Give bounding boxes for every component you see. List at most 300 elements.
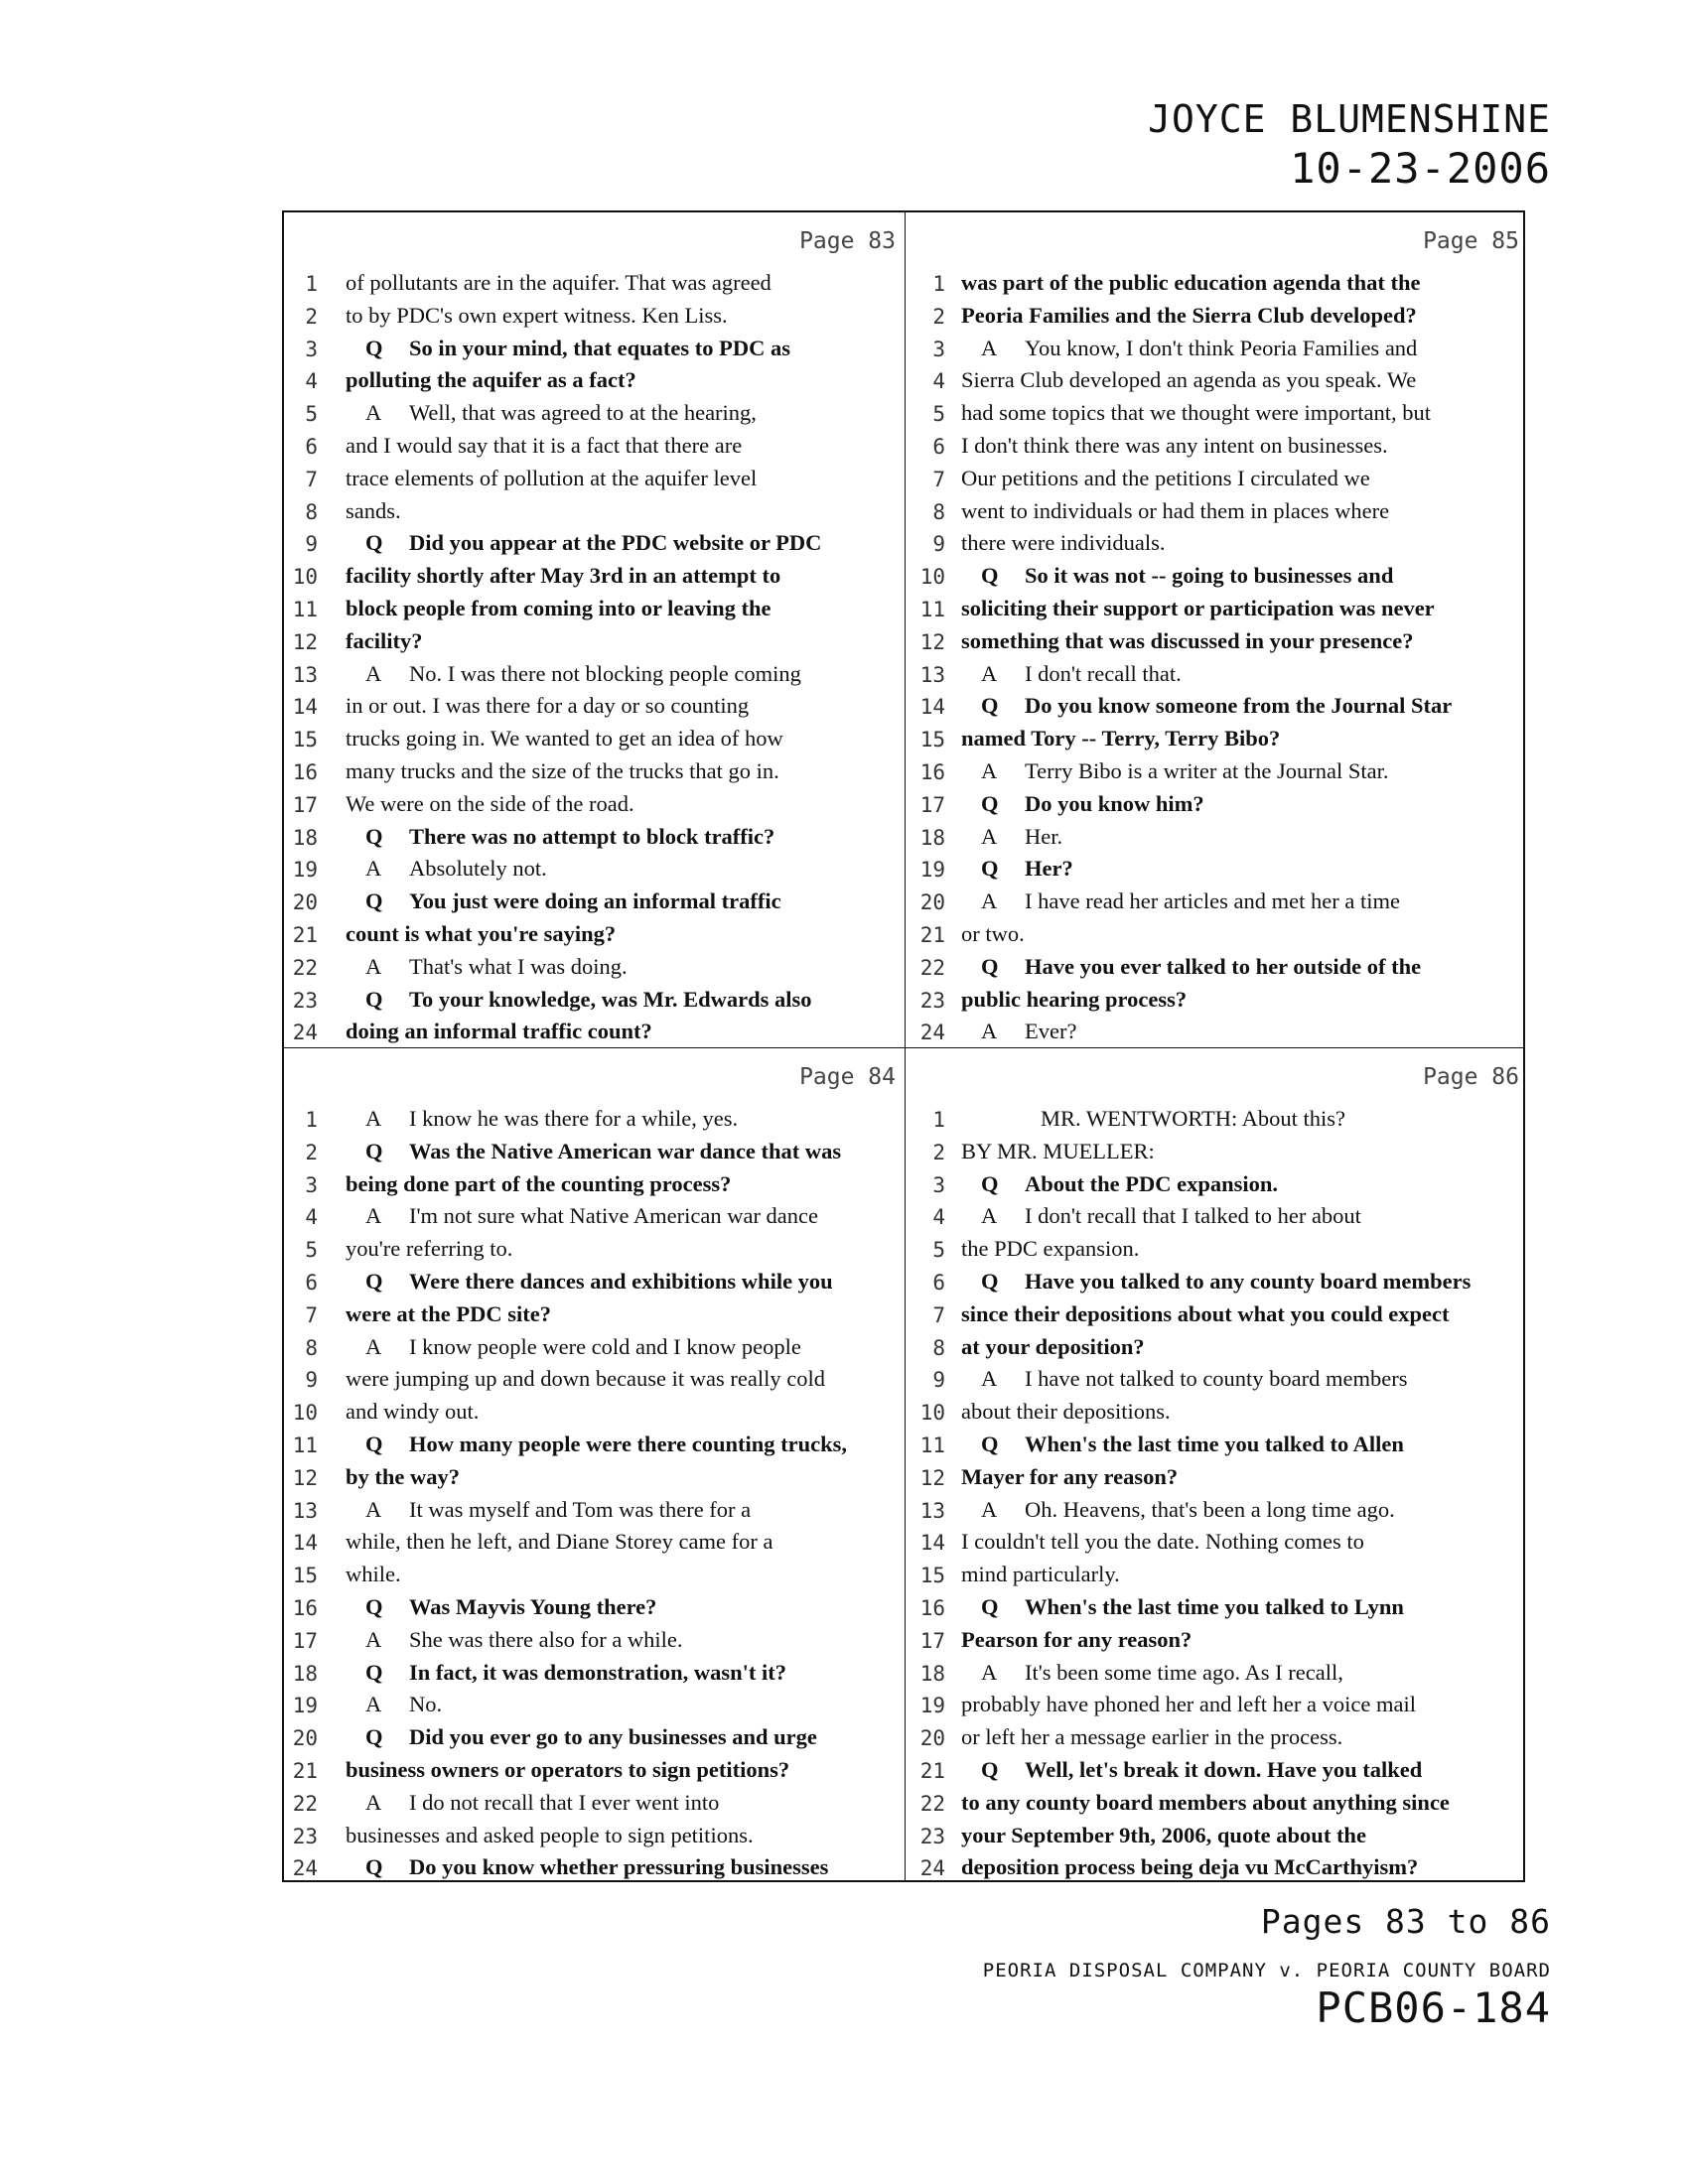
transcript-line <box>906 1462 1525 1495</box>
line-text <box>961 921 1025 947</box>
transcript-line <box>284 985 904 1018</box>
question-marker: Q <box>365 1854 383 1880</box>
line-number: 17 <box>292 1628 318 1653</box>
line-number: 24 <box>292 1021 318 1045</box>
transcript-line <box>284 822 904 855</box>
line-text <box>346 954 628 980</box>
line-content: Terry Bibo is a writer at the Journal Star. <box>1025 758 1389 783</box>
answer-marker: A <box>365 400 382 426</box>
line-number: 23 <box>292 988 318 1013</box>
transcript-line <box>906 561 1525 594</box>
transcript-line <box>906 528 1525 561</box>
line-content: or two. <box>961 921 1025 946</box>
line-content: Have you talked to any county board members <box>1025 1269 1472 1294</box>
transcript-line <box>906 691 1525 724</box>
line-content: Did you appear at the PDC website or PDC <box>409 530 822 556</box>
transcript-line <box>284 268 904 301</box>
line-number: 19 <box>292 1694 318 1718</box>
line-text <box>961 1432 1404 1457</box>
transcript-line <box>906 1852 1525 1885</box>
line-text <box>961 824 1062 850</box>
transcript-line <box>284 1430 904 1462</box>
line-text <box>961 1724 1342 1750</box>
line-number: 2 <box>932 1140 945 1164</box>
line-number: 19 <box>292 858 318 883</box>
line-number: 11 <box>919 598 945 621</box>
page-label: Page 83 <box>799 228 896 254</box>
transcript-line <box>906 1104 1525 1137</box>
question-marker: Q <box>365 1138 383 1163</box>
line-number: 9 <box>305 1368 318 1393</box>
line-number: 12 <box>919 629 945 654</box>
line-number: 11 <box>292 1433 318 1457</box>
pages-range: Pages 83 to 86 <box>1260 1902 1551 1941</box>
transcript-line <box>906 1495 1525 1528</box>
line-text <box>961 563 1393 589</box>
transcript-line <box>284 1169 904 1202</box>
line-text <box>961 954 1421 980</box>
line-content: were jumping up and down because it was really cold <box>346 1366 825 1392</box>
line-text <box>961 628 1413 654</box>
line-number: 18 <box>292 825 318 850</box>
line-content: by the way? <box>346 1463 461 1489</box>
line-text <box>961 1854 1418 1880</box>
line-content: Peoria Families and the Sierra Club developed? <box>961 302 1417 328</box>
line-number: 7 <box>305 467 318 491</box>
line-text <box>961 466 1370 491</box>
line-text <box>346 661 801 687</box>
line-content: Her. <box>1025 823 1063 849</box>
line-number: 9 <box>932 532 945 557</box>
line-content: many trucks and the size of the trucks that go in. <box>346 758 779 783</box>
answer-marker: A <box>365 660 382 686</box>
question-marker: Q <box>981 790 999 816</box>
transcript-line <box>906 1625 1525 1658</box>
line-number: 20 <box>919 890 945 915</box>
transcript-line <box>284 626 904 659</box>
transcript-line <box>284 365 904 398</box>
answer-marker: A <box>981 1203 998 1229</box>
line-text <box>961 1139 1155 1164</box>
line-text <box>346 693 749 719</box>
transcript-page-85 <box>906 212 1525 1046</box>
line-number: 4 <box>305 369 318 394</box>
line-text <box>346 1171 731 1197</box>
line-content: Well, let's break it down. Have you talked <box>1025 1757 1423 1782</box>
line-content: So in your mind, that equates to PDC as <box>409 335 791 360</box>
line-number: 12 <box>919 1465 945 1490</box>
line-number: 16 <box>919 760 945 784</box>
line-number: 17 <box>919 792 945 817</box>
line-content: Were there dances and exhibitions while you <box>409 1269 833 1294</box>
line-text <box>961 791 1204 817</box>
line-text <box>961 1019 1076 1044</box>
line-content: I don't think there was any intent on businesses. <box>961 433 1388 458</box>
transcript-line <box>906 1299 1525 1332</box>
line-text <box>961 758 1388 784</box>
line-content: I'm not sure what Native American war dance <box>409 1203 819 1229</box>
line-content: named Tory -- Terry, Terry Bibo? <box>961 726 1281 751</box>
line-number: 13 <box>292 1498 318 1523</box>
line-content: since their depositions about what you could expect <box>961 1300 1450 1326</box>
line-text <box>346 1529 772 1555</box>
line-text <box>346 987 812 1013</box>
answer-marker: A <box>981 823 998 849</box>
line-number: 22 <box>292 955 318 980</box>
line-number: 23 <box>919 988 945 1013</box>
line-text <box>961 1366 1408 1392</box>
transcript-line <box>284 691 904 724</box>
line-content: There was no attempt to block traffic? <box>409 823 775 849</box>
page-label: Page 86 <box>1423 1064 1519 1090</box>
line-content: while, then he left, and Diane Storey came for a <box>346 1529 773 1555</box>
line-text <box>346 1366 825 1392</box>
answer-marker: A <box>981 1659 998 1685</box>
line-number: 8 <box>932 499 945 524</box>
line-content: Do you know whether pressuring businesses <box>409 1854 829 1880</box>
line-text <box>346 888 781 914</box>
line-number: 11 <box>919 1433 945 1457</box>
question-marker: Q <box>981 1269 999 1294</box>
line-text <box>961 596 1435 621</box>
line-content: It's been some time ago. As I recall, <box>1025 1659 1343 1685</box>
line-content: I know people were cold and I know people <box>409 1333 801 1359</box>
transcript-line <box>906 1201 1525 1234</box>
line-content: Have you ever talked to her outside of the <box>1025 953 1422 979</box>
answer-marker: A <box>365 1203 382 1229</box>
line-content: I couldn't tell you the date. Nothing comes to <box>961 1529 1364 1555</box>
line-content: trace elements of pollution at the aquifer level <box>346 465 758 490</box>
line-text <box>346 758 779 784</box>
line-number: 8 <box>932 1335 945 1360</box>
line-text <box>346 1627 683 1653</box>
transcript-line <box>906 1592 1525 1625</box>
transcript-line <box>284 724 904 756</box>
question-marker: Q <box>365 335 383 360</box>
transcript-line <box>906 626 1525 659</box>
transcript-page-83 <box>284 212 904 1046</box>
line-content: Absolutely not. <box>409 856 547 882</box>
line-number: 22 <box>292 1791 318 1816</box>
line-text <box>346 336 790 361</box>
line-text <box>961 1301 1450 1327</box>
transcript-line <box>906 464 1525 496</box>
line-number: 1 <box>305 1108 318 1132</box>
transcript-line <box>284 1137 904 1169</box>
line-number: 24 <box>919 1021 945 1045</box>
line-number: 7 <box>932 467 945 491</box>
question-marker: Q <box>365 888 383 914</box>
page-label: Page 85 <box>1423 228 1519 254</box>
line-content: Sierra Club developed an agenda as you speak. We <box>961 367 1417 393</box>
transcript-line <box>906 594 1525 626</box>
line-content: Did you ever go to any businesses and urge <box>409 1724 817 1750</box>
line-content: Was the Native American war dance that was <box>409 1138 842 1163</box>
line-content: businesses and asked people to sign petitions. <box>346 1822 754 1847</box>
transcript-line <box>284 1625 904 1658</box>
line-content: mind particularly. <box>961 1562 1120 1587</box>
question-marker: Q <box>365 1594 383 1619</box>
line-number: 7 <box>305 1302 318 1327</box>
transcript-line <box>284 1527 904 1560</box>
line-text <box>961 1171 1278 1197</box>
line-number: 10 <box>292 565 318 590</box>
line-text <box>961 726 1280 751</box>
line-number: 18 <box>919 825 945 850</box>
line-text <box>961 661 1182 687</box>
deponent-name: JOYCE BLUMENSHINE <box>1148 97 1551 141</box>
transcript-line <box>284 1017 904 1049</box>
line-number: 10 <box>919 565 945 590</box>
line-number: 23 <box>292 1824 318 1848</box>
transcript-line <box>906 756 1525 789</box>
line-text <box>961 987 1187 1013</box>
line-text <box>346 1823 754 1848</box>
line-content: How many people were there counting trucks, <box>409 1432 848 1456</box>
line-number: 2 <box>305 1140 318 1164</box>
transcript-line <box>284 1364 904 1397</box>
transcript-line <box>284 1560 904 1592</box>
line-number: 10 <box>919 1401 945 1426</box>
transcript-line <box>284 1788 904 1821</box>
line-number: 16 <box>292 1596 318 1620</box>
line-text <box>961 400 1431 426</box>
line-text <box>346 596 772 621</box>
line-number: 15 <box>919 1564 945 1588</box>
line-content: You just were doing an informal traffic <box>409 888 781 914</box>
line-content: in or out. I was there for a day or so counting <box>346 693 750 719</box>
question-marker: Q <box>365 1724 383 1750</box>
line-content: went to individuals or had them in places where <box>961 497 1390 523</box>
question-marker: Q <box>981 1432 999 1456</box>
line-number: 15 <box>292 1564 318 1588</box>
line-content: your September 9th, 2006, quote about the <box>961 1822 1366 1847</box>
line-text <box>346 1334 801 1360</box>
line-content: doing an informal traffic count? <box>346 1019 652 1044</box>
line-number: 14 <box>292 695 318 720</box>
line-content: facility? <box>346 627 423 653</box>
line-content: When's the last time you talked to Lynn <box>1025 1594 1404 1619</box>
answer-marker: A <box>365 1789 382 1815</box>
line-text <box>346 791 634 817</box>
line-number: 3 <box>932 1172 945 1197</box>
question-marker: Q <box>365 1432 383 1456</box>
line-number: 5 <box>305 1238 318 1263</box>
line-content: facility shortly after May 3rd in an attempt to <box>346 563 781 589</box>
line-content: the PDC expansion. <box>961 1236 1140 1262</box>
line-number: 3 <box>305 1172 318 1197</box>
deposition-date: 10-23-2006 <box>1290 144 1551 193</box>
line-number: 14 <box>919 1531 945 1556</box>
transcript-line <box>906 301 1525 334</box>
transcript-line <box>284 659 904 692</box>
line-text <box>346 1724 817 1750</box>
question-marker: Q <box>365 1269 383 1294</box>
transcript-line <box>284 1592 904 1625</box>
question-marker: Q <box>981 693 999 719</box>
transcript-line <box>906 985 1525 1018</box>
line-number: 21 <box>919 923 945 947</box>
answer-marker: A <box>365 1333 382 1359</box>
line-content: I do not recall that I ever went into <box>409 1789 720 1815</box>
line-content: something that was discussed in your presence? <box>961 627 1414 653</box>
line-text <box>961 693 1452 719</box>
answer-marker: A <box>981 1019 998 1044</box>
line-number: 5 <box>932 1238 945 1263</box>
line-number: 19 <box>919 1694 945 1718</box>
line-text <box>346 563 780 589</box>
line-number: 6 <box>305 1271 318 1295</box>
transcript-line <box>906 659 1525 692</box>
line-text <box>346 1562 401 1587</box>
line-number: 9 <box>932 1368 945 1393</box>
line-text <box>961 1497 1395 1523</box>
line-content: count is what you're saying? <box>346 921 617 946</box>
line-content: That's what I was doing. <box>409 953 628 979</box>
transcript-line <box>906 1788 1525 1821</box>
line-number: 4 <box>305 1205 318 1230</box>
line-number: 15 <box>919 728 945 752</box>
line-content: business owners or operators to sign petitions? <box>346 1757 790 1782</box>
line-number: 7 <box>932 1302 945 1327</box>
line-content: It was myself and Tom was there for a <box>409 1496 752 1522</box>
transcript-line <box>906 1430 1525 1462</box>
line-content: deposition process being deja vu McCarthyism? <box>961 1854 1419 1880</box>
line-text <box>961 530 1166 556</box>
line-content: BY MR. MUELLER: <box>961 1138 1155 1163</box>
line-text <box>961 1464 1178 1490</box>
answer-marker: A <box>981 1496 998 1522</box>
line-text <box>346 400 757 426</box>
line-content: Pearson for any reason? <box>961 1626 1193 1652</box>
line-content: So it was not -- going to businesses and <box>1025 563 1394 589</box>
question-marker: Q <box>365 1659 383 1685</box>
transcript-line <box>284 1299 904 1332</box>
line-content: Mayer for any reason? <box>961 1463 1179 1489</box>
answer-marker: A <box>365 1626 382 1652</box>
line-text <box>961 1106 1345 1132</box>
line-number: 2 <box>932 304 945 329</box>
line-content: Her? <box>1025 856 1073 882</box>
line-text <box>961 498 1389 524</box>
line-text <box>346 1236 512 1262</box>
line-text <box>961 367 1416 393</box>
line-text <box>961 1399 1171 1425</box>
transcript-line <box>284 464 904 496</box>
line-number: 5 <box>932 402 945 427</box>
line-text <box>961 270 1421 296</box>
transcript-line <box>906 268 1525 301</box>
line-text <box>346 921 616 947</box>
transcript-line <box>906 1234 1525 1267</box>
line-text <box>961 1594 1404 1620</box>
line-number: 10 <box>292 1401 318 1426</box>
transcript-line <box>284 1852 904 1885</box>
line-number: 12 <box>292 1465 318 1490</box>
line-content: Oh. Heavens, that's been a long time ago. <box>1025 1496 1395 1522</box>
line-content: About the PDC expansion. <box>1025 1170 1279 1196</box>
line-text <box>961 1529 1364 1555</box>
line-number: 12 <box>292 629 318 654</box>
line-text <box>346 1594 656 1620</box>
line-content: To your knowledge, was Mr. Edwards also <box>409 986 812 1012</box>
line-content: Do you know him? <box>1025 790 1204 816</box>
line-number: 18 <box>919 1661 945 1686</box>
line-content: and I would say that it is a fact that there are <box>346 433 743 458</box>
line-content: of pollutants are in the aquifer. That was agreed <box>346 270 772 295</box>
line-content: I don't recall that. <box>1025 660 1182 686</box>
line-content: Do you know someone from the Journal Star <box>1025 693 1453 719</box>
question-marker: Q <box>981 1594 999 1619</box>
transcript-page-86 <box>906 1048 1525 1882</box>
transcript-line <box>284 1234 904 1267</box>
line-number: 13 <box>919 662 945 687</box>
line-text <box>346 1757 789 1783</box>
transcript-line <box>906 1397 1525 1430</box>
line-number: 22 <box>919 955 945 980</box>
line-content: Well, that was agreed to at the hearing, <box>409 400 757 426</box>
line-number: 20 <box>919 1726 945 1751</box>
line-text <box>961 1562 1120 1587</box>
line-text <box>961 1660 1343 1686</box>
transcript-line <box>284 398 904 431</box>
transcript-line <box>284 854 904 887</box>
line-number: 23 <box>919 1824 945 1848</box>
line-text <box>961 1627 1192 1653</box>
line-number: 17 <box>292 792 318 817</box>
line-number: 17 <box>919 1628 945 1653</box>
transcript-line <box>906 334 1525 366</box>
transcript-line <box>284 756 904 789</box>
transcript-line <box>284 887 904 919</box>
transcript-line <box>906 887 1525 919</box>
line-content: In fact, it was demonstration, wasn't it? <box>409 1659 786 1685</box>
line-number: 4 <box>932 369 945 394</box>
transcript-line <box>906 1267 1525 1299</box>
transcript-line <box>906 1137 1525 1169</box>
transcript-line <box>284 528 904 561</box>
transcript-line <box>284 952 904 985</box>
line-content: soliciting their support or participation was never <box>961 596 1435 620</box>
line-number: 22 <box>919 1791 945 1816</box>
answer-marker: A <box>981 758 998 783</box>
transcript-line <box>906 1364 1525 1397</box>
transcript-line <box>284 594 904 626</box>
line-content: I have not talked to county board members <box>1025 1366 1408 1392</box>
line-text <box>346 628 422 654</box>
line-content: No. I was there not blocking people coming <box>409 660 801 686</box>
line-text <box>346 1269 833 1295</box>
line-text <box>961 888 1400 914</box>
line-content: She was there also for a while. <box>409 1626 683 1652</box>
transcript-line <box>284 1462 904 1495</box>
transcript-page-84 <box>284 1048 904 1882</box>
line-number: 21 <box>292 1759 318 1783</box>
transcript-line <box>284 1104 904 1137</box>
line-text <box>961 433 1388 459</box>
line-text <box>346 303 728 329</box>
line-number: 4 <box>932 1205 945 1230</box>
answer-marker: A <box>981 335 998 360</box>
transcript-line <box>906 1017 1525 1049</box>
transcript-line <box>906 398 1525 431</box>
line-text <box>346 270 772 296</box>
line-number: 24 <box>292 1856 318 1881</box>
transcript-frame <box>282 210 1525 1882</box>
line-content: to any county board members about anything since <box>961 1789 1450 1815</box>
line-content: there were individuals. <box>961 530 1166 556</box>
line-content: about their depositions. <box>961 1399 1171 1425</box>
